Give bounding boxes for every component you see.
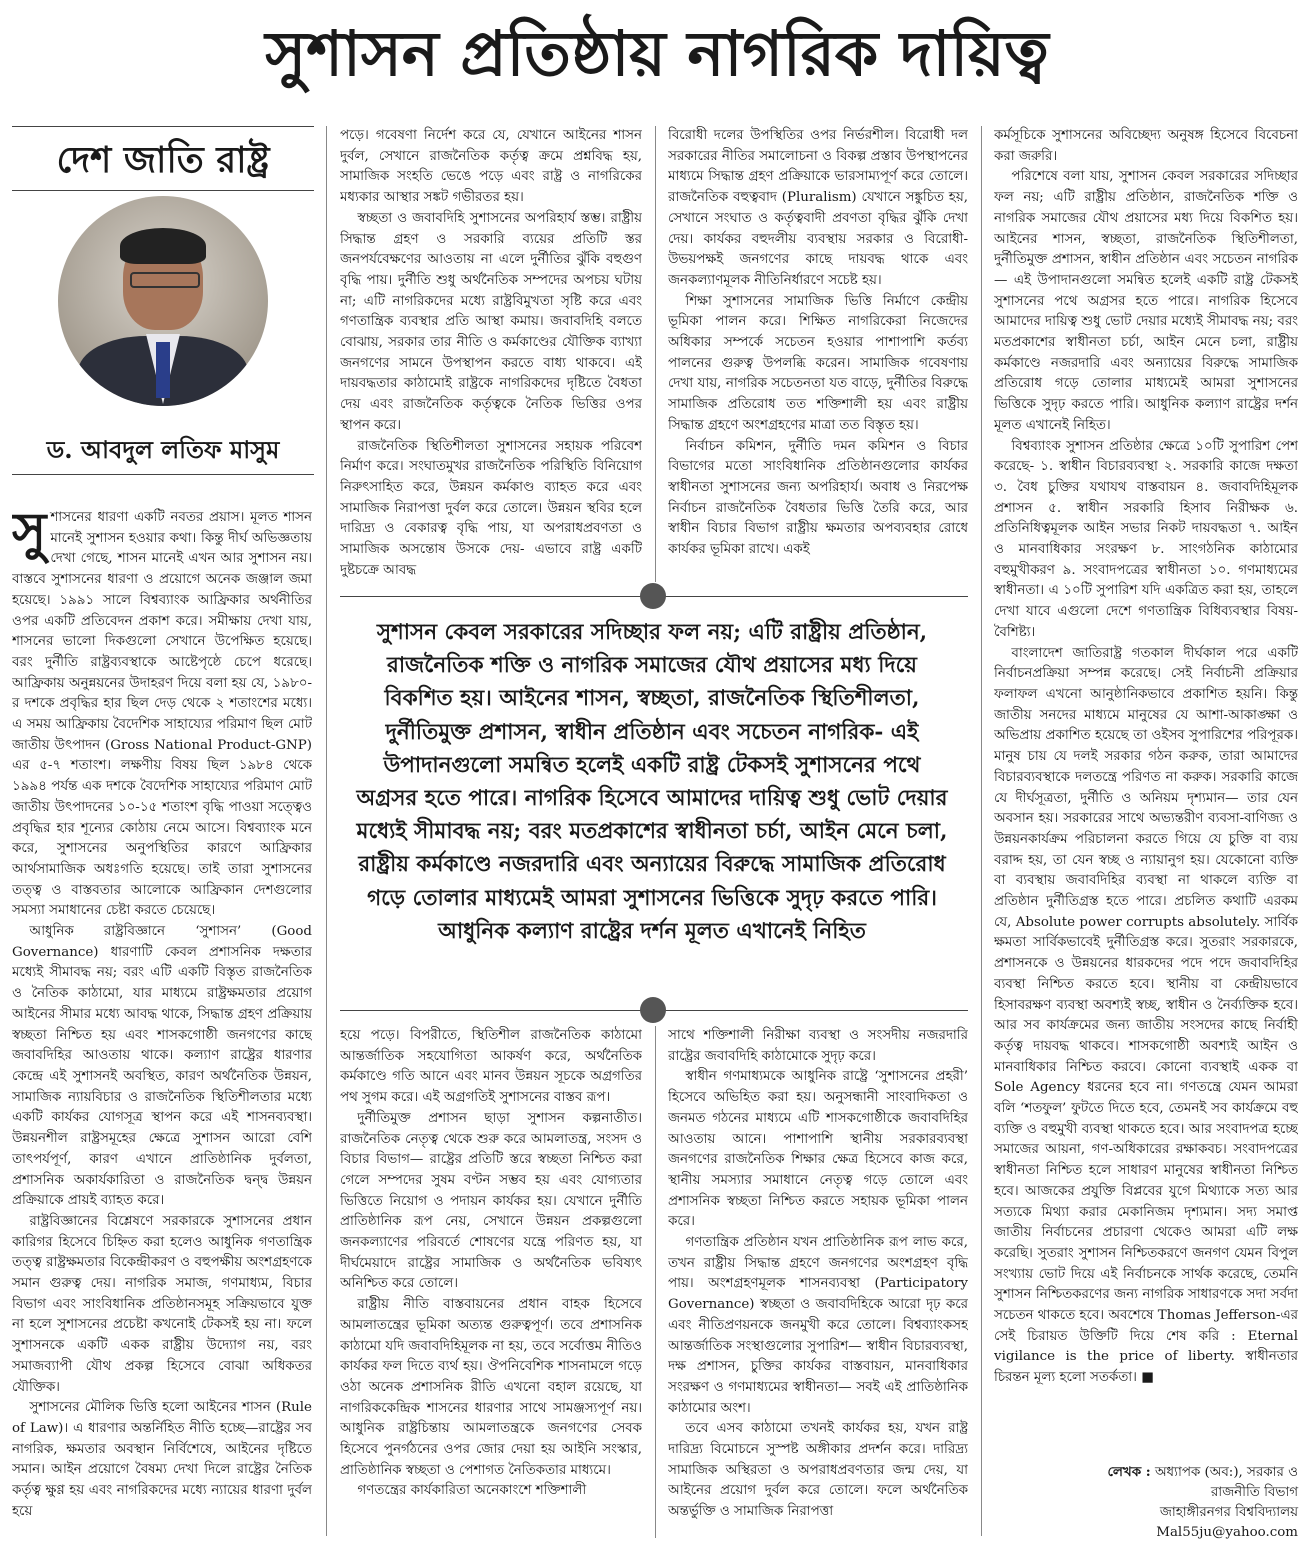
col3-bottom-para-3: গণতান্ত্রিক প্রতিষ্ঠান যখন প্রাতিষ্ঠানিক রূপ লাভ করে, তখন রাষ্ট্রীয় সিদ্ধান্ত গ্রহণে জনগণের অংশগ্রহণ বৃদ্ধি পায়। অংশগ্রহণমূলক শাসনব্যবস্থা (Participatory Governance) স্বচ্ছতা ও জবাবদিহিকে আরো দৃঢ় করে এবং নীতিপ্রণয়নকে জনমুখী করে তোলে। বিশ্বব্যাংকসহ আন্তর্জাতিক সংস্থাগুলোর সুপারিশ— স্বাধীন বিচারব্যবস্থা, দক্ষ প্রশাসন, চুক্তির কার্যকর বাস্তবায়ন, মানবাধিকার সংরক্ষণ ও গণমাধ্যমের স্বাধীনতা— সবই এই প্রাতিষ্ঠানিক কাঠামোর অংশ।: [668, 1235, 968, 1416]
col4-para-4: বাংলাদেশ জাতিরাষ্ট্র গতকাল দীর্ঘকাল পরে একটি নির্বাচনপ্রক্রিয়া সম্পন্ন করেছে। সেই নির্বাচনী প্রক্রিয়ার ফলাফল এখনো আনুষ্ঠানিকভাবে প্রকাশিত হয়নি। কিন্তু জাতীয় সনদের মাধ্যমে মানুষের যে আশা-আকাঙ্ক্ষা ও অভিপ্রায় প্রকাশিত হয়েছে তা ওইসব সুপারিশের পরিপূরক। মানুষ চায় যে দলই সরকার গঠন করুক, তারা আমাদের বিচারব্যবস্থাকে দলতন্ত্রে পরিণত না করুক। সরকারি কাজে যে দীর্ঘসূত্রতা, দুর্নীতি ও অনিয়ম দৃশ্যমান— তার যেন অবসান হয়। সরকারের সাথে অভ্যন্তরীণ ব্যবসা-বাণিজ্য ও উন্নয়নকার্যক্রম পরিচালনা করতে গিয়ে যে চুক্তি বা ব্যয় বরাদ্দ হয়, তা যেন স্বচ্ছ ও ন্যায়ানুগ হয়। যেকোনো ব্যক্তি বা ব্যবস্থায় জবাবদিহির ব্যবস্থা না থাকলে ব্যক্তি বা প্রতিষ্ঠান দুর্নীতিগ্রস্ত হতে পারে। প্রচলিত কথাটি এরকম যে, Absolute power corrupts absolutely. সার্বিক ক্ষমতা সার্বিকভাবেই দুর্নীতিগ্রস্ত করে। সুতরাং সরকারকে, প্রশাসনকে ও উন্নয়নের ধারকদের পদে পদে জবাবদিহির ব্যবস্থা নিশ্চিত করতে হবে। স্থানীয় বা কেন্দ্রীয়ভাবে হিসাবরক্ষণ ব্যবস্থা অবশ্যই স্বচ্ছ, স্বাধীন ও নৈর্ব্যক্তিক হবে। আর সব কার্যক্রমের জন্য জাতীয় সংসদের কাছে নির্বাহী কর্তৃত্ব দায়বদ্ধ থাকবে। শাসকগোষ্ঠী অবশ্যই আইন ও মানবাধিকার নিশ্চিত করবে। কোনো ব্যবস্থাই একক বা Sole Agency ধরনের হবে না। গণতন্ত্রে যেমন আমরা বলি ‘শতফুল’ ফুটতে দিতে হবে, তেমনই সব কার্যক্রমে বহু ব্যক্তি ও বহুমুখী ব্যবস্থা থাকতে হবে। আর সংবাদপত্র হচ্ছে সমাজের আয়না, গণ-অধিকারের রক্ষাকবচ। সংবাদপত্রের স্বাধীনতা নিশ্চিত হলে সাধারণ মানুষের স্বাধীনতা নিশ্চিত হবে। আজকের প্রযুক্তি বিপ্লবের যুগে মিথ্যাকে সত্য আর সত্যকে মিথ্যা করার মেকানিজম দৃশ্যমান। সদ্য সমাপ্ত জাতীয় নির্বাচনের প্রচারণা থেকেও আমরা এটি লক্ষ করেছি। সুতরাং সুশাসন নিশ্চিতকরণে জনগণ যেমন বিপুল সংখ্যায় ভোট দিয়ে এই নির্বাচনকে সার্থক করেছে, তেমনি সুশাসন নিশ্চিতকরণের জন্য নাগরিক সাধারণকে সদা সর্বদা সচেতন থাকতে হবে। অবশেষে Thomas Jefferson-এর সেই চিরায়ত উক্তিটি দিয়ে শেষ করি : Eternal vigilance is the price of liberty. স্বাধীনতার চিরন্তন মূল্য হলো সতর্কতা। ■: [994, 645, 1298, 1386]
column-title: দেশ জাতি রাষ্ট্র: [56, 139, 270, 181]
col2-bottom-para-4: গণতন্ত্রের কার্যকারিতা অনেকাংশে শক্তিশালী: [357, 1483, 587, 1499]
author-name: ড. আবদুল লতিফ মাসুম: [46, 435, 280, 464]
title-rule-top: [12, 126, 314, 127]
col2-top-para-2: স্বচ্ছতা ও জবাবদিহি সুশাসনের অপরিহার্য স্তম্ভ। রাষ্ট্রীয় সিদ্ধান্ত গ্রহণ ও সরকারি ব্যয়ের প্রতিটি স্তর জনপর্যবেক্ষণের আওতায় না এলে দুর্নীতির ঝুঁকি বহুগুণ বৃদ্ধি পায়। দুর্নীতি শুধু অর্থনৈতিক সম্পদের অপচয় ঘটায় না; এটি নাগরিকদের মধ্যে রাষ্ট্রবিমুখতা সৃষ্টি করে এবং গণতান্ত্রিক ব্যবস্থার প্রতি আস্থা কমায়। জবাবদিহি বলতে বোঝায়, সরকার তার নীতি ও কর্মকাণ্ডের যৌক্তিক ব্যাখ্যা জনগণের সামনে উপস্থাপন করতে বাধ্য থাকবে। এই দায়বদ্ধতার কাঠামোই রাষ্ট্রকে নাগরিকদের দৃষ্টিতে বৈধতা দেয় এবং রাজনৈতিক কর্তৃত্বকে নৈতিক ভিত্তির ওপর স্থাপন করে।: [340, 210, 642, 433]
col1-para-2: আধুনিক রাষ্ট্রবিজ্ঞানে ‘সুশাসন’ (Good Governance) ধারণাটি কেবল প্রশাসনিক দক্ষতার মধ্যেই সীমাবদ্ধ নয়; বরং এটি একটি বিস্তৃত রাজনৈতিক ও নৈতিক কাঠামো, যার মাধ্যমে রাষ্ট্রক্ষমতার প্রয়োগ আইনের সীমার মধ্যে আবদ্ধ থাকে, সিদ্ধান্ত গ্রহণ প্রক্রিয়ায় স্বচ্ছতা নিশ্চিত হয় এবং শাসকগোষ্ঠী জনগণের কাছে জবাবদিহির আওতায় থাকে। কল্যাণ রাষ্ট্রের ধারণার কেন্দ্রে এই সুশাসনই অবস্থিত, কারণ অর্থনৈতিক উন্নয়ন, সামাজিক ন্যায়বিচার ও রাজনৈতিক স্থিতিশীলতার মধ্যে একটি কার্যকর যোগসূত্র স্থাপন করে এই শাসনব্যবস্থা। উন্নয়নশীল রাষ্ট্রসমূহের ক্ষেত্রে সুশাসন আরো বেশি তাৎপর্যপূর্ণ, কারণ এখানে প্রাতিষ্ঠানিক দুর্বলতা, প্রশাসনিক অকার্যকারিতা ও রাজনৈতিক দ্বন্দ্ব উন্নয়ন প্রক্রিয়াকে প্রায়ই ব্যাহত করে।: [12, 924, 312, 1209]
quote-dot-bottom: [640, 997, 666, 1023]
col2-top-para-1: পড়ে। গবেষণা নির্দেশ করে যে, যেখানে আইনের শাসন দুর্বল, সেখানে রাজনৈতিক কর্তৃত্ব ক্রমে প্রশ্নবিদ্ধ হয়, সামাজিক সংহতি ভেঙে পড়ে এবং রাষ্ট্র ও নাগরিকের মধ্যকার আস্থার সঙ্কট গভীরতর হয়।: [340, 128, 642, 206]
col3-top-para-2: শিক্ষা সুশাসনের সামাজিক ভিত্তি নির্মাণে কেন্দ্রীয় ভূমিকা পালন করে। শিক্ষিত নাগরিকেরা নিজেদের অধিকার সম্পর্কে সচেতন হওয়ার পাশাপাশি কর্তব্য পালনের গুরুত্ব উপলব্ধি করেন। সামাজিক গবেষণায় দেখা যায়, নাগরিক সচেতনতা যত বাড়ে, দুর্নীতির বিরুদ্ধে সামাজিক প্রতিরোধ তত শক্তিশালী হয় এবং রাষ্ট্রীয় সিদ্ধান্ত গ্রহণে অংশগ্রহণের মাত্রা তত বিস্তৃত হয়।: [668, 293, 968, 433]
col3-bottom-para-2: স্বাধীন গণমাধ্যমকে আধুনিক রাষ্ট্রে ‘সুশাসনের প্রহরী’ হিসেবে অভিহিত করা হয়। অনুসন্ধানী সাংবাদিকতা ও জনমত গঠনের মাধ্যমে এটি শাসকগোষ্ঠীকে জবাবদিহির আওতায় আনে। পাশাপাশি স্থানীয় সরকারব্যবস্থা জনগণের রাজনৈতিক শিক্ষার ক্ষেত্র হিসেবে কাজ করে, স্থানীয় সমস্যার সমাধানে নেতৃত্ব গড়ে তোলে এবং প্রশাসনিক স্বচ্ছতা নিশ্চিত করতে সহায়ক ভূমিকা পালন করে।: [668, 1069, 968, 1230]
signoff-label: লেখক :: [1107, 1464, 1151, 1480]
col4-para-3: বিশ্বব্যাংক সুশাসন প্রতিষ্ঠার ক্ষেত্রে ১০টি সুপারিশ পেশ করেছে- ১. স্বাধীন বিচারব্যবস্থা ২. সরকারি কাজে দক্ষতা ৩. বৈধ চুক্তির যথাযথ বাস্তবায়ন ৪. জবাবদিহিমূলক প্রশাসন ৫. স্বাধীন সরকারি হিসাব নিরীক্ষক ৬. প্রতিনিধিত্বমূলক আইন সভার নিকট দায়বদ্ধতা ৭. আইন ও মানবাধিকার সংরক্ষণ ৮. সাংগঠনিক কাঠামোর বহুমুখীকরণ ৯. সংবাদপত্রের স্বাধীনতা ১০. গণমাধ্যমের স্বাধীনতা। এ ১০টি সুপারিশ যদি একত্রিত করা হয়, তাহলে দেখা যাবে এগুলো দেশে গণতান্ত্রিক বিধিব্যবস্থার বিষয়-বৈশিষ্ট্য।: [994, 438, 1298, 640]
signoff-line-2: রাজনীতি বিভাগ: [1210, 1485, 1298, 1500]
col3-top-para-1: বিরোধী দলের উপস্থিতির ওপর নির্ভরশীল। বিরোধী দল সরকারের নীতির সমালোচনা ও বিকল্প প্রস্তাব উপস্থাপনের মাধ্যমে সিদ্ধান্ত গ্রহণ প্রক্রিয়াকে ভারসাম্যপূর্ণ করে তোলে। রাজনৈতিক বহুত্ববাদ (Pluralism) যেখানে সঙ্কুচিত হয়, সেখানে সংঘাত ও কর্তৃত্ববাদী প্রবণতা বৃদ্ধির ঝুঁকি দেখা দেয়। কার্যকর বহুদলীয় ব্যবস্থায় সরকার ও বিরোধী- উভয়পক্ষই জনগণের কাছে দায়বদ্ধ থাকে এবং জনকল্যাণমূলক নীতিনির্ধারণে সচেষ্ট হয়।: [668, 128, 968, 288]
divider-2-bottom: [655, 1026, 656, 1538]
col4-para-2: পরিশেষে বলা যায়, সুশাসন কেবল সরকারের সদিচ্ছার ফল নয়; এটি রাষ্ট্রীয় প্রতিষ্ঠান, রাজনৈতিক শক্তি ও নাগরিক সমাজের যৌথ প্রয়াসের মধ্য দিয়ে বিকশিত হয়। আইনের শাসন, স্বচ্ছতা, রাজনৈতিক স্থিতিশীলতা, দুর্নীতিমুক্ত প্রশাসন, স্বাধীন প্রতিষ্ঠান এবং সচেতন নাগরিক— এই উপাদানগুলো সমন্বিত হলেই একটি রাষ্ট্র টেকসই সুশাসনের পথে অগ্রসর হতে পারে। নাগরিক হিসেবে আমাদের দায়িত্ব শুধু ভোট দেয়ার মধ্যেই সীমাবদ্ধ নয়; বরং মতপ্রকাশের স্বাধীনতা চর্চা, আইন মেনে চলা, রাষ্ট্রীয় কর্মকাণ্ডে নজরদারি এবং অন্যায়ের বিরুদ্ধে সামাজিক প্রতিরোধ গড়ে তোলার মাধ্যমেই আমরা সুশাসনের ভিত্তিকে সুদৃঢ় করতে পারি। আধুনিক কল্যাণ রাষ্ট্রের দর্শন মূলত এখানেই নিহিত।: [994, 169, 1298, 433]
column-4: [994, 126, 1298, 1458]
column-2-top: [340, 126, 642, 582]
col3-bottom-para-1: সাথে শক্তিশালী নিরীক্ষা ব্যবস্থা ও সংসদীয় নজরদারি রাষ্ট্রের জবাবদিহি কাঠামোকে সুদৃঢ় করে।: [668, 1028, 968, 1064]
headline: সুশাসন প্রতিষ্ঠায় নাগরিক দায়িত্ব: [265, 17, 1049, 90]
col1-para-1-text: শাসনের ধারণা একটি নবতর প্রয়াস। মূলত শাসন মানেই সুশাসন হওয়ার কথা। কিন্তু দীর্ঘ অভিজ্ঞতায় দেখা গেছে, শাসন মানেই এখন আর সুশাসন নয়। বাস্তবে সুশাসনের ধারণা ও প্রয়োগে অনেক জঞ্জাল জমা হয়েছে। ১৯৯১ সালে বিশ্বব্যাংক আফ্রিকার অর্থনীতির ওপর একটি প্রতিবেদন প্রকাশ করে। সমীক্ষায় দেখা যায়, শাসনের ভালো দিকগুলো সেখানে উপেক্ষিত হয়েছে। বরং দুর্নীতি রাষ্ট্রব্যবস্থাকে আষ্টেপৃষ্ঠে চেপে ধরেছে। আফ্রিকায় অনুন্নয়নের উদাহরণ দিয়ে বলা হয় যে, ১৯৮০-র দশকে প্রবৃদ্ধির হার ছিল দেড় থেকে ২ শতাংশের মধ্যে। এ সময় আফ্রিকায় বৈদেশিক সাহায্যের পরিমাণ ছিল মোট জাতীয় উৎপাদন (Gross National Product-GNP) এর ৫-৭ শতাংশ। লক্ষণীয় বিষয় ছিল ১৯৮৪ থেকে ১৯৯৪ পর্যন্ত এক দশকে বৈদেশিক সাহায্যের পরিমাণ মোট জাতীয় উৎপাদনের ১০-১৫ শতাংশ বৃদ্ধি পাওয়া সত্ত্বেও প্রবৃদ্ধির হার শূন্যের কোঠায় নেমে আসে। বিশ্বব্যাংক মনে করে, সুশাসনের অনুপস্থিতির কারণে আফ্রিকার আর্থসামাজিক অধঃগতি হয়েছে। তাই তারা সুশাসনের তত্ত্ব ও বাস্তবতার আলোকে আফ্রিকান দেশগুলোর সমস্যা সমাধানের চেষ্টা করতে চেয়েছে।: [12, 510, 312, 919]
pull-quote: সুশাসন কেবল সরকারের সদিচ্ছার ফল নয়; এটি রাষ্ট্রীয় প্রতিষ্ঠান, রাজনৈতিক শক্তি ও নাগরিক সমাজের যৌথ প্রয়াসের মধ্য দিয়ে বিকশিত হয়। আইনের শাসন, স্বচ্ছতা, রাজনৈতিক স্থিতিশীলতা, দুর্নীতিমুক্ত প্রশাসন, স্বাধীন প্রতিষ্ঠান এবং সচেতন নাগরিক- এই উপাদানগুলো সমন্বিত হলেই একটি রাষ্ট্র টেকসই সুশাসনের পথে অগ্রসর হতে পারে। নাগরিক হিসেবে আমাদের দায়িত্ব শুধু ভোট দেয়ার মধ্যেই সীমাবদ্ধ নয়; বরং মতপ্রকাশের স্বাধীনতা চর্চা, আইন মেনে চলা, রাষ্ট্রীয় কর্মকাণ্ডে নজরদারি এবং অন্যায়ের বিরুদ্ধে সামাজিক প্রতিরোধ গড়ে তোলার মাধ্যমেই আমরা সুশাসনের ভিত্তিকে সুদৃঢ় করতে পারি। আধুনিক কল্যাণ রাষ্ট্রের দর্শন মূলত এখানেই নিহিত: [356, 620, 948, 944]
col2-bottom-para-2: দুর্নীতিমুক্ত প্রশাসন ছাড়া সুশাসন কল্পনাতীত। রাজনৈতিক নেতৃত্ব থেকে শুরু করে আমলাতন্ত্র, সংসদ ও বিচার বিভাগ— রাষ্ট্রের প্রতিটি স্তরে স্বচ্ছতা নিশ্চিত করা গেলে সম্পদের সুষম বণ্টন সম্ভব হয় এবং যোগ্যতার ভিত্তিতে নিয়োগ ও পদায়ন কার্যকর হয়। যেখানে দুর্নীতি প্রাতিষ্ঠানিক রূপ নেয়, সেখানে উন্নয়ন প্রকল্পগুলো জনকল্যাণের পরিবর্তে শোষণের যন্ত্রে পরিণত হয়, যা দীর্ঘমেয়াদে রাষ্ট্রের সামাজিক ও অর্থনৈতিক ভবিষ্যৎ অনিশ্চিত করে তোলে।: [340, 1110, 642, 1292]
signoff-line-1: [994, 1462, 1298, 1483]
col4-para-1: কর্মসূচিকে সুশাসনের অবিচ্ছেদ্য অনুষঙ্গ হিসেবে বিবেচনা করা জরুরি।: [994, 128, 1298, 164]
author-email[interactable]: Mal55ju@yahoo.com: [1156, 1525, 1298, 1540]
col2-top-para-3: রাজনৈতিক স্থিতিশীলতা সুশাসনের সহায়ক পরিবেশ নির্মাণ করে। সংঘাতমুখর রাজনৈতিক পরিস্থিতি বিনিয়োগ নিরুৎসাহিত করে, উন্নয়ন কর্মকাণ্ড ব্যাহত করে এবং সামাজিক নিরাপত্তা দুর্বল করে তোলে। উন্নয়ন স্থবির হলে দারিদ্র্য ও বেকারত্ব বৃদ্ধি পায়, যা অপরাধপ্রবণতা ও সামাজিক অসন্তোষ উসকে দেয়- এভাবে রাষ্ট্র একটি দুষ্টচক্রে আবদ্ধ: [340, 438, 642, 578]
quote-dot-top: [640, 583, 666, 609]
column-3-top: [668, 126, 968, 582]
author-signoff: [994, 1462, 1298, 1543]
column-1: [12, 508, 312, 1538]
signoff-line-3: জাহাঙ্গীরনগর বিশ্ববিদ্যালয়: [1159, 1505, 1298, 1520]
author-photo: [58, 196, 268, 406]
photo-tie: [156, 342, 170, 398]
divider-3: [981, 126, 982, 1536]
divider-2-top: [655, 126, 656, 582]
col1-para-4: সুশাসনের মৌলিক ভিত্তি হলো আইনের শাসন (Rule of Law)। এ ধারণার অন্তর্নিহিত নীতি হচ্ছে—রাষ্ট্রের সব নাগরিক, ক্ষমতার অবস্থান নির্বিশেষে, আইনের দৃষ্টিতে সমান। আইন প্রয়োগে বৈষম্য দেখা দিলে রাষ্ট্রের নৈতিক কর্তৃত্ব ক্ষুণ্ণ হয় এবং নাগরিকদের মধ্যে ন্যায়ের ধারণা দুর্বল হয়ে: [12, 1400, 312, 1519]
column-3-bottom: [668, 1026, 968, 1538]
signoff-title: অধ্যাপক (অব:), সরকার ও: [1154, 1465, 1298, 1480]
title-rule-bottom: [12, 190, 314, 191]
divider-1: [326, 126, 327, 1536]
col2-bottom-para-3: রাষ্ট্রীয় নীতি বাস্তবায়নের প্রধান বাহক হিসেবে আমলাতন্ত্রের ভূমিকা অত্যন্ত গুরুত্বপূর্ণ। তবে প্রশাসনিক কাঠামো যদি জবাবদিহিমূলক না হয়, তবে সর্বোত্তম নীতিও কার্যকর ফল দিতে ব্যর্থ হয়। ঔপনিবেশিক শাসনামলে গড়ে ওঠা অনেক প্রশাসনিক রীতি এখনো বহাল রয়েছে, যা নাগরিককেন্দ্রিক শাসনের ধারণার সাথে সামঞ্জস্যপূর্ণ নয়। আধুনিক রাষ্ট্রচিন্তায় আমলাতন্ত্রকে জনগণের সেবক হিসেবে পুনর্গঠনের ওপর জোর দেয়া হয় আইনি সংস্কার, প্রাতিষ্ঠানিক স্বচ্ছতা ও পেশাগত নৈতিকতার মাধ্যমে।: [340, 1297, 642, 1478]
col3-top-para-3: নির্বাচন কমিশন, দুর্নীতি দমন কমিশন ও বিচার বিভাগের মতো সাংবিধানিক প্রতিষ্ঠানগুলোর কার্যকর স্বাধীনতা সুশাসনের জন্য অপরিহার্য। অবাধ ও নিরপেক্ষ নির্বাচন রাজনৈতিক বৈধতার ভিত্তি তৈরি করে, আর স্বাধীন বিচার বিভাগ রাষ্ট্রীয় ক্ষমতার অপব্যবহার রোধে কার্যকর ভূমিকা রাখে। একই: [668, 438, 968, 558]
photo-glasses: [130, 272, 200, 288]
dropcap: সু: [12, 508, 47, 562]
col3-bottom-para-4: তবে এসব কাঠামো তখনই কার্যকর হয়, যখন রাষ্ট্র দারিদ্র্য বিমোচনে সুস্পষ্ট অঙ্গীকার প্রদর্শন করে। দারিদ্র্য সামাজিক অস্থিরতা ও অপরাধপ্রবণতার জন্ম দেয়, যা আইনের প্রয়োগ দুর্বল করে তোলে। ফলে অর্থনৈতিক অন্তর্ভুক্তি ও সামাজিক নিরাপত্তা: [668, 1421, 968, 1520]
col2-bottom-para-1: হয়ে পড়ে। বিপরীতে, স্থিতিশীল রাজনৈতিক কাঠামো আন্তর্জাতিক সহযোগিতা আকর্ষণ করে, অর্থনৈতিক কর্মকাণ্ডে গতি আনে এবং মানব উন্নয়ন সূচকে অগ্রগতির পথ সুগম করে। এই অগ্রগতিই সুশাসনের বাস্তব রূপ।: [340, 1028, 642, 1106]
photo-hair: [120, 228, 206, 264]
author-rule: [12, 474, 314, 475]
col1-para-1: [12, 508, 312, 922]
col1-para-3: রাষ্ট্রবিজ্ঞানের বিশ্লেষণে সরকারকে সুশাসনের প্রধান কারিগর হিসেবে চিহ্নিত করা হলেও আধুনিক গণতান্ত্রিক তত্ত্ব রাষ্ট্রক্ষমতার বিকেন্দ্রীকরণ ও বহুপক্ষীয় অংশগ্রহণকে সমান গুরুত্ব দেয়। নাগরিক সমাজ, গণমাধ্যম, বিচার বিভাগ এবং সাংবিধানিক প্রতিষ্ঠানসমূহ সক্রিয়ভাবে যুক্ত না হলে সুশাসনের প্রচেষ্টা কখনোই টেকসই হয় না। ফলে সুশাসনকে একটি একক রাষ্ট্রীয় উদ্যোগ নয়, বরং সমাজব্যাপী যৌথ প্রকল্প হিসেবে বোঝা অধিকতর যৌক্তিক।: [12, 1213, 312, 1395]
column-2-bottom: [340, 1026, 642, 1538]
